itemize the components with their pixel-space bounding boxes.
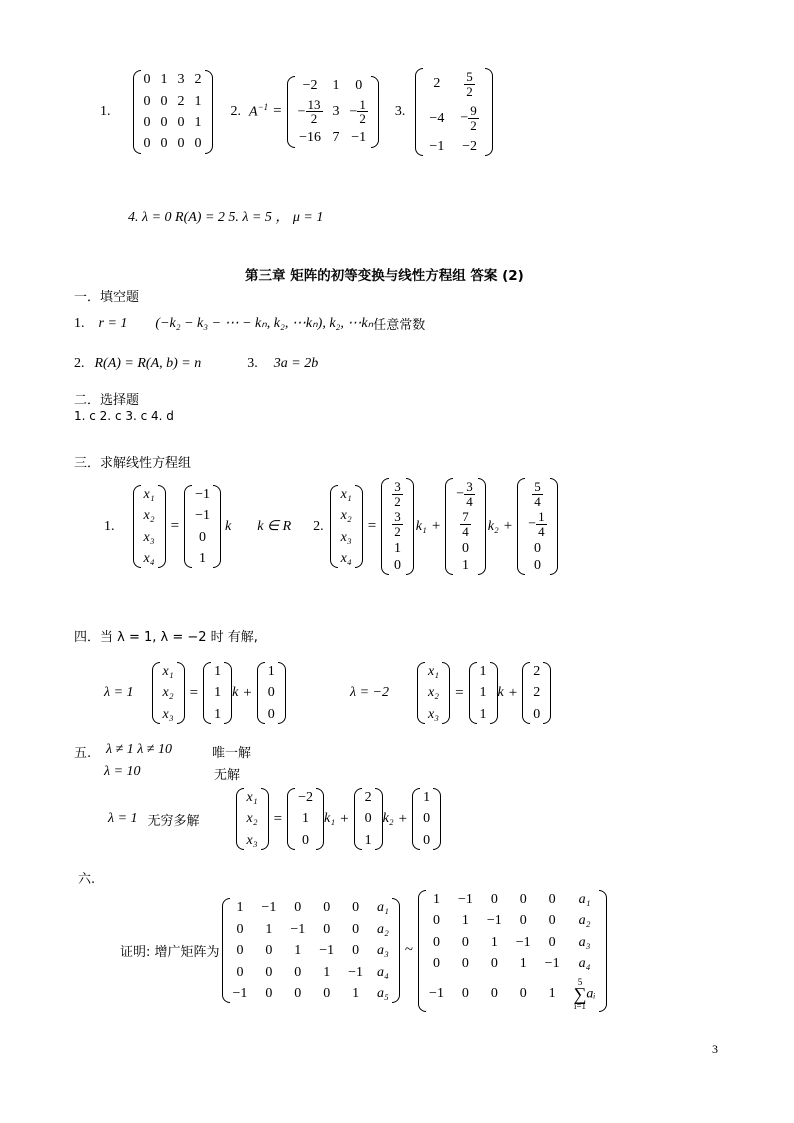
formula: 3a = 2b	[273, 356, 319, 371]
matrix-cell: 1	[323, 964, 331, 980]
matrix-cell: −1	[195, 486, 210, 502]
matrix-cell: 1	[461, 913, 469, 929]
matrix-cell: $\frac{5}{2}$	[466, 69, 473, 99]
matrix-cell: 2	[177, 93, 185, 109]
section-4-lambda2: λ = −2 x₁ x₂ x₃ = 1 1 1 k + 2 2 0	[350, 662, 551, 724]
matrix-cell: 0	[433, 956, 440, 972]
matrix-cell: x₂	[340, 508, 352, 524]
matrix-cell: 0	[265, 964, 273, 980]
matrix-answer-2	[287, 76, 379, 147]
matrix-cell: x₁	[246, 790, 258, 805]
section-heading-solve-system: 三．求解线性方程组	[74, 456, 192, 471]
matrix-cell: −1	[429, 986, 444, 1002]
matrix-cell: 0	[143, 72, 151, 88]
matrix-cell: x₂	[246, 811, 258, 827]
matrix-cell: a₃	[578, 934, 591, 950]
matrix-cell: −1	[515, 934, 531, 950]
matrix-cell: − $\frac{1}{2}$	[349, 96, 366, 127]
matrix-cell: 0	[352, 900, 360, 916]
matrix-cell: x₃	[427, 706, 440, 722]
proof-text: 证明: 增广矩阵为	[120, 945, 220, 961]
item-number: 3.	[247, 356, 258, 371]
matrix-cell: 0	[323, 900, 331, 916]
matrix-cell: x₂	[162, 685, 174, 701]
matrix-cell: −1	[351, 130, 367, 146]
matrix-cell: 0	[160, 136, 168, 152]
item-number: 1.	[100, 104, 111, 120]
matrix-cell: 1	[490, 934, 498, 950]
section-heading-5: 五.	[74, 746, 92, 761]
matrix-cell: 0	[323, 921, 331, 937]
matrix-cell: 0	[302, 832, 310, 848]
matrix-cell: 3	[177, 72, 185, 88]
matrix-cell: 1	[364, 832, 372, 848]
matrix-cell: 0	[352, 943, 360, 959]
matrix-cell: a₃	[377, 943, 389, 959]
matrix-cell: 0	[548, 913, 556, 929]
reduced-matrix	[418, 890, 607, 1012]
matrix-cell: 2	[533, 664, 541, 679]
item-number: 1.	[74, 315, 85, 331]
matrix-cell: 0	[352, 921, 360, 937]
matrix-cell: 0	[323, 986, 331, 1002]
matrix-cell: 0	[194, 136, 202, 152]
matrix-cell: 2	[533, 685, 541, 701]
matrix-cell: 0	[294, 964, 302, 980]
item-number: 2.	[313, 518, 324, 534]
matrix-cell: 1	[433, 892, 440, 907]
matrix-cell: −2	[302, 78, 318, 94]
formula: λ = 1	[108, 811, 138, 827]
matrix-cell: 1	[267, 664, 275, 679]
tilde-sign: ~	[404, 942, 414, 959]
matrix-cell: x₄	[340, 551, 352, 567]
matrix-cell: 1	[352, 986, 360, 1002]
matrix-cell: x₁	[340, 486, 352, 502]
matrix-cell: x₂	[143, 508, 155, 524]
solve-system-answers: 1. x₁ x₂ x₃ x₄ = −1 −1 0 1 k k ∈ R 2. x₁ x₂ x₃ x₄ = $\frac{3}{2}$ $\frac{3}{2}$ 1 0 k₁ + − $\frac{3}{4}$ $\frac{7}{4}$ 0 1 k₂ + $\frac{5}{4}$ − $\frac{1}{4}$ 0 0	[104, 478, 558, 575]
section-4-lambda1: λ = 1 x₁ x₂ x₃ = 1 1 1 k + 1 0 0	[104, 662, 286, 724]
matrix-answer-1	[133, 70, 213, 154]
answer-line-4-5: 4. λ = 0 R(A) = 2 5. λ = 5 ， μ = 1	[128, 210, 324, 225]
matrix-cell: 2	[433, 76, 441, 92]
matrix-cell: − $\frac{9}{2}$	[460, 103, 477, 133]
matrix-cell: 0	[143, 114, 151, 130]
chapter-title: 第三章 矩阵的初等变换与线性方程组 答案 (2)	[245, 268, 524, 284]
matrix-cell: 1	[423, 790, 431, 805]
matrix-cell: 0	[199, 529, 207, 545]
matrix-cell: x₁	[427, 664, 440, 679]
matrix-cell: −4	[429, 110, 445, 126]
page-number: 3	[712, 1042, 718, 1056]
section-6-proof	[120, 890, 607, 1012]
augmented-matrix	[222, 898, 400, 1003]
matrix-cell: x₃	[246, 832, 258, 848]
matrix-cell: 7	[332, 130, 340, 146]
top-answers-row	[100, 68, 493, 156]
matrix-cell: 0	[423, 811, 431, 827]
matrix-cell: −1	[486, 913, 502, 929]
item-number: 2.	[230, 104, 241, 120]
matrix-cell: 0	[533, 706, 541, 722]
solution-vector-b: − $\frac{3}{4}$ $\frac{7}{4}$ 0 1	[445, 478, 485, 575]
matrix-cell: −1	[544, 956, 560, 972]
matrix-cell: a₄	[377, 964, 389, 980]
matrix-cell: 0	[265, 986, 273, 1002]
matrix-cell: x₄	[143, 551, 155, 567]
matrix-cell: 0	[490, 956, 498, 972]
matrix-cell: 0	[433, 934, 440, 950]
unique-solution-text: 唯一解	[212, 746, 252, 761]
matrix-cell: 1	[194, 93, 202, 109]
matrix-cell: 3	[332, 104, 340, 120]
matrix-cell: 0	[160, 114, 168, 130]
matrix-cell: 0	[294, 900, 302, 916]
section-heading-4: 四．当 λ = 1, λ = −2 时 有解,	[74, 630, 258, 645]
matrix-cell: 0	[267, 706, 275, 722]
matrix-cell: −1	[290, 921, 306, 937]
matrix-cell: a₅	[377, 986, 389, 1002]
matrix-cell: 1	[236, 900, 244, 916]
section-heading-multiple-choice: 二．选择题	[74, 393, 140, 408]
formula: λ = 1	[104, 685, 134, 701]
matrix-cell: 0	[519, 986, 527, 1002]
matrix-cell: 1	[332, 78, 340, 94]
matrix-cell: 0	[236, 964, 244, 980]
item-number: 1.	[104, 518, 115, 534]
section-heading-fill-blank: 一．填空题	[74, 290, 140, 305]
matrix-cell: 0	[355, 78, 363, 94]
matrix-cell: 1	[302, 811, 310, 827]
matrix-cell: 0	[143, 93, 151, 109]
matrix-cell: x₁	[162, 664, 174, 679]
matrix-cell: 1	[214, 685, 222, 701]
no-solution-text: 无解	[214, 768, 241, 783]
matrix-cell: 1	[519, 956, 527, 972]
matrix-cell: 0	[177, 136, 185, 152]
matrix-cell: 0	[519, 913, 527, 929]
matrix-cell: −1	[457, 892, 473, 907]
matrix-cell: −1	[348, 964, 364, 980]
matrix-cell: −1	[232, 986, 248, 1002]
text: 任意常数	[373, 318, 426, 333]
formula: k ∈ R	[257, 518, 292, 534]
matrix-cell: 1	[479, 664, 487, 679]
matrix-cell: x₃	[162, 706, 174, 722]
fill-blank-q1	[74, 314, 425, 333]
matrix-cell: 1	[548, 986, 556, 1002]
matrix-cell: 0	[364, 811, 372, 827]
matrix-cell: 1	[479, 706, 487, 722]
matrix-cell: 0	[294, 986, 302, 1002]
coefficient: k₂	[487, 518, 499, 534]
matrix-cell: 2	[364, 790, 372, 805]
matrix-cell: 0	[433, 913, 440, 929]
matrix-cell: −1	[195, 508, 210, 524]
infinite-solution-text: 无穷多解	[147, 813, 200, 829]
matrix-cell: 0	[265, 943, 273, 959]
coefficient: k₁	[415, 518, 427, 534]
solution-vector	[184, 485, 221, 569]
choice-answers: 1. c 2. c 3. c 4. d	[74, 409, 174, 423]
unknown-vector	[133, 485, 166, 569]
formula: (−k₂ − k₃ − ⋯ − kₙ, k₂, ⋯kₙ), k₂, ⋯kₙ	[155, 315, 374, 331]
solution-vector-c: $\frac{5}{4}$ − $\frac{1}{4}$ 0 0	[517, 478, 557, 575]
matrix-cell: 0	[461, 956, 469, 972]
matrix-cell: x₃	[340, 529, 352, 545]
matrix-cell: 0	[160, 93, 168, 109]
matrix-cell: 0	[519, 892, 527, 907]
matrix-cell: −1	[319, 943, 335, 959]
matrix-cell: 1	[199, 551, 207, 567]
matrix-cell: 1	[294, 943, 302, 959]
formula: R(A) = R(A, b) = n	[94, 356, 202, 371]
matrix-cell: 1	[479, 685, 487, 701]
condition-unique: λ ≠ 1 λ ≠ 10	[106, 742, 172, 757]
solution-vector-a: $\frac{3}{2}$ $\frac{3}{2}$ 1 0	[381, 478, 414, 575]
matrix-cell: a₄	[578, 956, 591, 972]
matrix-answer-3	[415, 68, 492, 156]
matrix-cell: 5 ∑ i=1 aᵢ	[573, 976, 596, 1011]
matrix-cell: a₁	[377, 900, 389, 916]
matrix-cell: x₂	[427, 685, 440, 701]
matrix-cell: −2	[298, 790, 313, 805]
matrix-cell: 0	[423, 832, 431, 848]
matrix-cell: a₂	[578, 913, 591, 929]
matrix-cell: 0	[548, 892, 556, 907]
item-number: 3.	[394, 104, 406, 120]
unknown-vector	[330, 485, 363, 569]
matrix-cell: 1	[214, 664, 222, 679]
matrix-cell: a₂	[377, 921, 389, 937]
item-number: 2.	[74, 356, 85, 371]
matrix-cell: x₃	[143, 529, 155, 545]
formula: λ = −2	[350, 685, 389, 701]
matrix-cell: −1	[261, 900, 277, 916]
inverse-label: $A^{-1}$	[249, 102, 269, 121]
matrix-cell: 0	[236, 943, 244, 959]
matrix-cell: 0	[236, 921, 244, 937]
matrix-cell: 2	[194, 72, 202, 88]
matrix-cell: 0	[548, 934, 556, 950]
matrix-cell: −1	[429, 138, 445, 154]
matrix-cell: a₁	[578, 892, 591, 907]
matrix-cell: 0	[143, 136, 151, 152]
matrix-cell: 1	[160, 72, 168, 88]
matrix-cell: − $\frac{13}{2}$	[297, 96, 321, 127]
equals-sign: =	[273, 103, 282, 120]
matrix-cell: 0	[490, 892, 498, 907]
matrix-cell: 1	[214, 706, 222, 722]
formula: r = 1	[98, 315, 128, 331]
section-5-infinite: λ = 1 无穷多解 x₁ x₂ x₃ = −2 1 0 k₁ + 2 0 1 k₂ + 1 0 0	[108, 788, 441, 850]
matrix-cell: 1	[265, 921, 273, 937]
matrix-cell: 0	[461, 986, 469, 1002]
matrix-cell: 0	[267, 685, 275, 701]
section-heading-6: 六.	[78, 872, 96, 887]
matrix-cell: −2	[462, 138, 477, 154]
coefficient: k	[224, 518, 232, 534]
matrix-cell: 0	[490, 986, 498, 1002]
matrix-cell: 0	[177, 114, 185, 130]
fill-blank-q2-q3	[74, 356, 318, 371]
matrix-cell: 0	[461, 934, 469, 950]
matrix-cell: 1	[194, 114, 202, 130]
matrix-cell: x₁	[143, 486, 155, 502]
condition-none: λ = 10	[104, 764, 141, 779]
matrix-cell: −16	[299, 130, 322, 146]
